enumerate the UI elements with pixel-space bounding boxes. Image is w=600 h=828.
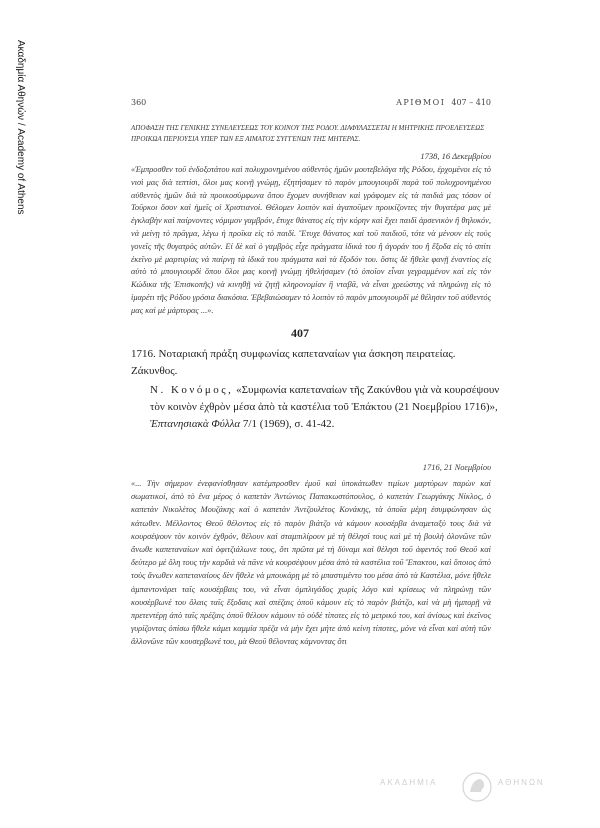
doc-406-date: 1738, 16 Δεκεμβρίου <box>420 151 491 161</box>
entry-citation <box>150 382 501 433</box>
athena-head-icon <box>460 770 494 804</box>
running-title <box>396 98 491 107</box>
entry-details: 7/1 (1969), σ. 41-42. <box>242 418 335 430</box>
running-title-text: ΑΡΙΘΜΟΙ <box>396 98 446 107</box>
entry-document-text: «... Τὴν σήμερον ἐνεφανίσθησαν κατέμπροσθεν ἐμοῦ καὶ ὑποκάτωθεν τιμίων μαρτύρων παρὼν καὶ σωματικοί, ἀπὸ τὸ ἕνα μέρος ὁ καπετὰν Ἀντώνιος Παπακωστόπουλος, ὁ καπετὰν Γεωργάκης Νίκλος, ὁ καπετὰν Νικολέτος Μουζάκης καὶ ὁ καπετὰν Ἀντζουλέτος Κονάκης, τὰ ὁποῖα μέρη ἐσυμφώνησαν ὡς κάτωθεν. Μέλλοντος Θεοῦ θέλοντος εἰς τὸ παρὸν βιάτζο νὰ κάμουν κουσέρβα ἀναμεταξὺ τους διὰ νὰ κουρσέψουν τὸν κοινὸν ἐχθρόν, θέλουν καὶ σταμπιλίρουν μὲ τὴ θέλησί τους καὶ μὲ τὴ βουλὴ ὁλονῶνε τῶν ἄνωθε καπεταναίων καὶ ὀφιτζιάλωνε τους, ὅτι πρῶτα μὲ τὴ δύναμι καὶ θέλησι τοῦ ἀφεντός τοῦ Θεοῦ καὶ δεύτερο μὲ ὅλη τους τὴν καρδιὰ νὰ πᾶνε νὰ κουρσέψουν μέσα ἀπὸ τὰ καστέλια τοῦ Ἔπακτου, καὶ ὅποιος ἀπὸ τοὺς ἄνωθεν καπεταναίους δὲν ἤθελε νὰ μπουκάρῃ μὲ τὸ μπαστιμέντο του μέσα ἀπὸ τὰ Καστέλια, μόνε ἤθελε ἀμπαντονάρει ταῖς κουσέρβαις του, νὰ εἶναι ὀμπλιγάδος χωρὶς λόγο καὶ κρίσεως νὰ πληρώνῃ τῶν κουσέρβωνέ του ὅλαις ταῖς ἔξοδαις καὶ σπέζαις ὁποῦ κάμουν εἰς τὸ παρὸν βιάτζο, καὶ νὰ μὴ ἠμπορῇ νὰ πρετεντέρῃ ἀπὸ ταῖς πρέζαις ὁποῦ θέλουν κάμουν τὸ οὐδὲ τίποτες εἰς τὸ μετρικό του, καὶ ἀνίσως καὶ ἐκεῖνος γυρίζοντας ὀπίσω ἤθελε κάμει καμμία πρέζα νὰ μὴν ἔχει μήτε ἀπὸ κείνη τίποτες, μόνε νὰ εἶναι καὶ αὐτὴ τῶν ἄλλονῶνε τῶν κουσερβωνέ του, μὰ Θεοῦ θέλοντας κάμνοντας ὅτι <box>131 479 491 647</box>
archive-label: Ακαδημία Αθηνών / Academy of Athens <box>15 40 26 215</box>
entry-citation-title: «Συμφωνία καπεταναίων τῆς Ζακύνθου γιὰ νὰ κουρσέψουν τὸν κοινὸν ἐχθρὸν μέσα ἀπὸ τὰ καστέλια τοῦ Ἐπάκτου (21 Νοεμβρίου 1716)», <box>150 384 500 413</box>
section-number: 407 <box>291 326 309 340</box>
entry-heading-line <box>131 346 501 380</box>
entry-heading: Νοταριακή πράξη συμφωνίας καπεταναίων για άσκηση πειρατείας. Ζάκυνθος. <box>131 348 456 377</box>
entry-number: 1716. <box>131 348 156 360</box>
entry-range: 407 – 410 <box>451 98 491 107</box>
page-number: 360 <box>131 98 147 107</box>
watermark-left: ΑΚΑΔΗΜΙΑ <box>380 778 438 787</box>
entry-journal: Ἑπτανησιακὰ Φύλλα <box>150 418 241 430</box>
bibliography-entry <box>131 346 501 433</box>
watermark-right: ΑΘΗΝΩΝ <box>498 778 545 787</box>
doc-406-title: ΑΠΟΦΑΣΗ ΤΗΣ ΓΕΝΙΚΗΣ ΣΥΝΕΛΕΥΣΕΩΣ ΤΟΥ ΚΟΙΝΟΥ ΤΗΣ ΡΟΔΟΥ. ΔΙΑΦΥΛΑΣΣΕΤΑΙ Η ΜΗΤΡΙΚΗΣ ΠΡΟΕΛΕΥΣΕΩΣ ΠΡΟΙΚΩΑ ΠΕΡΙΟΥΣΙΑ ΥΠΕΡ ΤΩΝ ΕΞ ΑΙΜΑΤΟΣ ΣΥΓΓΕΝΩΝ ΤΗΣ ΜΗΤΕΡΑΣ. <box>131 124 485 143</box>
archive-sidebar <box>0 0 26 828</box>
entry-date: 1716, 21 Νοεμβρίου <box>422 462 491 472</box>
running-header <box>131 98 491 110</box>
entry-author: Ν. Κονόμος, <box>150 384 234 396</box>
doc-406-text: «Έμπροσθεν τοῦ ἐνδοξοτάτου καὶ πολυχρονημένου αὐθεντὸς ἡμῶν μουτεβελάγα τῆς Ρόδου, ἐρχομένοι εἰς τὸ νισὶ μας διὰ τεπτίσι, ὅλοι μας κοινῇ γνώμῃ, ἐξητήσαμεν τὸ παρὸν μπουγιουρδὶ παρὰ τοῦ πολυχρονημένου αὐθεντὸς ἡμῶν διὰ τὰ προικοσύμφωνα ὅπου ἔχομεν συνήθειαν καὶ γράφομεν εἰς τὰ παιδιά μας τόσον οἱ Τοῦρκοι ὅσον καὶ ἡμεῖς οἱ Χριστιανοί. Θέλομεν λοιπὸν καὶ ἀγαποῦμεν προικίζοντες τὴν θυγατέρα μας μὲ ἐγκλαβὴν καὶ παίρνοντες νόμιμον γαμβρόν, ἔτυχε θάνατος εἰς τὴν κόρην καὶ ἔχει παιδὶ ἀρσενικὸν ἢ θηλυκόν, νὰ μείνῃ τὸ πρᾶγμα, λέγω ἡ προῖκα εἰς τὸ παιδί. Ἔτυχε θάνατος καὶ τοῦ παιδιοῦ, τότε νὰ μένουν εἰς τοὺς γονεῖς τῆς θυγατρὸς αὐτῶν. Εἰ δὲ καὶ ὁ γαμβρὸς εἶχε πράγματα ἰδικά του ἢ ἀγοράν του ἢ ἔξοδα εἰς τὸ σπίτι ἐκεῖνο μὲ μαρτυρίας νὰ παίρνῃ τὰ ἰδικά του πράγματα καὶ τὰ ἔξοδόν του. ὅστις δὲ ἤθελε φανῇ ἐναντίος εἰς αὐτὸ τὸ μπουγιουρδὶ ὅπου ὅλοι μας κοινῇ γνώμῃ ἠθελήσαμεν (τὸ ὁποῖον εἶναι γεγραμμένον καὶ εἰς τὸν Κώδικα τῆς Ἐπισκοπῆς) νὰ κινηθῇ νὰ ζητῇ κληρονομίαν ἢ νταβᾶ, νὰ εἶναι χρεώστης νὰ πληρώνῃ εἰς τὸ ἰμαρέτι τῆς Ρόδου γρόσια διακόσια. Ἐβεβαιώσαμεν τὸ λοιπὸν τὸ παρὸν μπουγιουρδὶ μὲ θέλησιν τοῦ αὐθεντός μας καὶ μὲ μάρτυρας ...». <box>131 165 491 315</box>
academy-watermark <box>380 770 570 820</box>
